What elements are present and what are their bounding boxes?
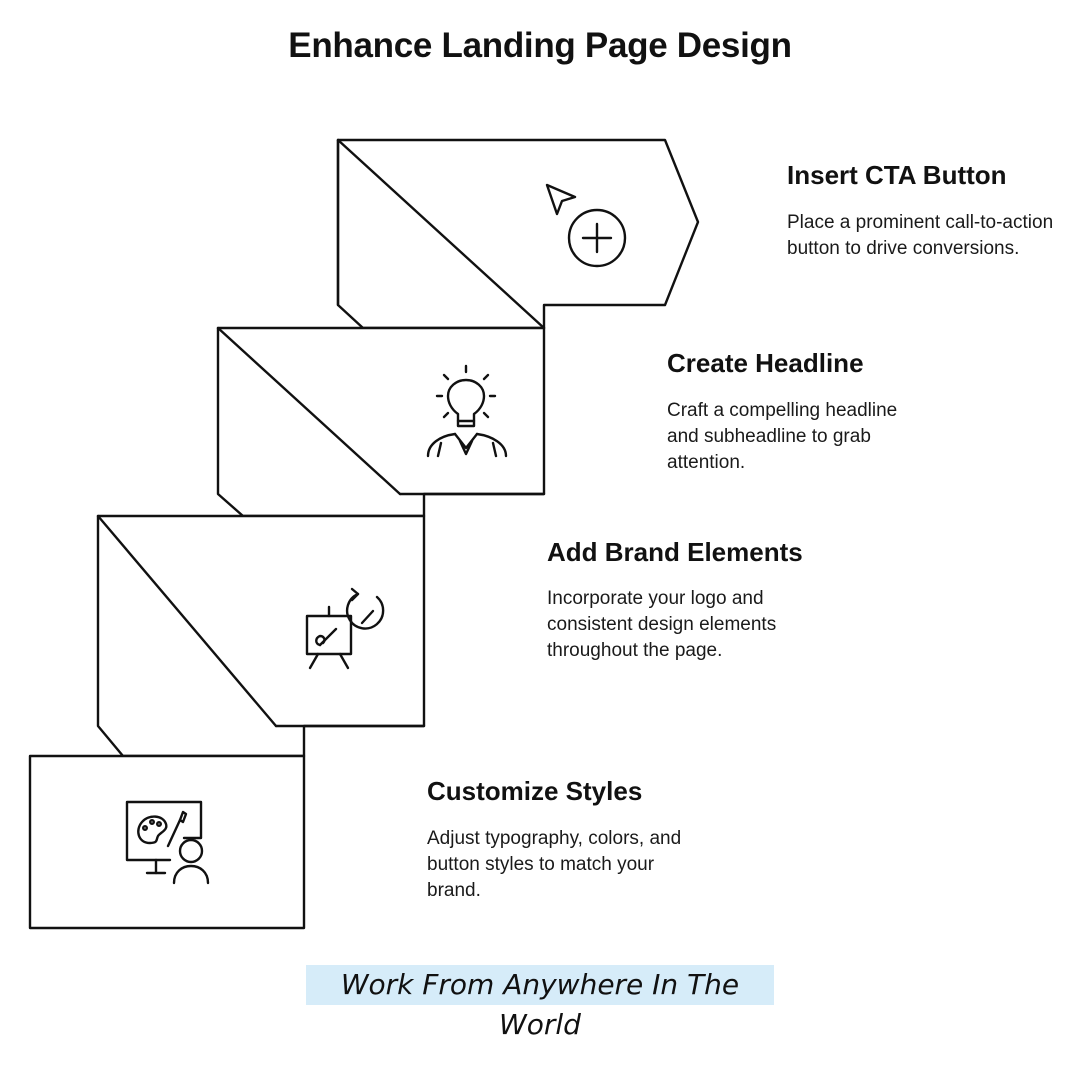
step-customize-styles [427, 774, 687, 904]
step-add-brand-elements [547, 535, 807, 664]
step-description: Craft a compelling headline and subheadline to grab attention. [667, 400, 898, 473]
step-title: Customize Styles [427, 776, 643, 806]
panel-face [338, 140, 698, 328]
step-panel-1 [338, 140, 698, 328]
step-title: Create Headline [667, 348, 864, 378]
step-title: Insert CTA Button [787, 160, 1007, 190]
page-title: Enhance Landing Page Design [288, 26, 792, 65]
panel-face [98, 516, 424, 756]
step-panel-4 [30, 756, 304, 928]
step-create-headline [667, 346, 927, 476]
step-panel-2 [218, 328, 544, 516]
footer-banner: Work From Anywhere In The World [306, 965, 774, 1005]
step-description: Incorporate your logo and consistent design elements throughout the page. [547, 588, 777, 661]
panel-face [218, 328, 544, 516]
step-panel-3 [98, 516, 424, 756]
panel-face [30, 756, 304, 928]
step-description: Place a prominent call-to-action button to drive conversions. [787, 212, 1054, 259]
step-title: Add Brand Elements [547, 537, 803, 567]
step-insert-cta [787, 158, 1057, 262]
step-description: Adjust typography, colors, and button styles to match your brand. [427, 828, 682, 901]
